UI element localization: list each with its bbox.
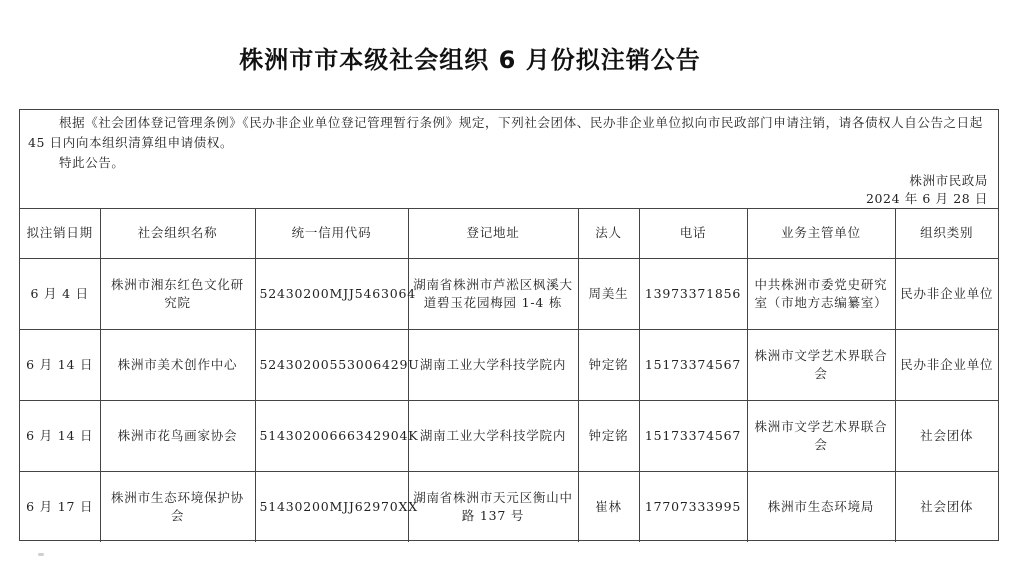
table-row	[20, 400, 998, 471]
cell-credit-code: 52430200553006429U	[255, 329, 408, 400]
notice-body-text: 根据《社会团体登记管理条例》《民办非企业单位登记管理暂行条例》规定，下列社会团体、民办非企业单位拟向市民政部门申请注销，请各债权人自公告之日起 45 日内向本组织清算组申请债权。	[28, 115, 983, 150]
table-row	[20, 329, 998, 400]
column-header-supervisor: 业务主管单位	[747, 208, 895, 258]
cell-phone: 15173374567	[639, 400, 747, 471]
cell-category: 民办非企业单位	[895, 258, 998, 329]
cell-credit-code: 52430200MJJ5463064	[255, 258, 408, 329]
table-row	[20, 471, 998, 542]
issue-date: 2024 年 6 月 28 日	[865, 191, 988, 206]
notice-closing-text: 特此公告。	[59, 155, 125, 170]
column-header-phone: 电话	[639, 208, 747, 258]
page-title: 株洲市市本级社会组织 6 月份拟注销公告	[239, 46, 701, 74]
cell-credit-code: 51430200666342904K	[255, 400, 408, 471]
cell-supervisor: 株洲市文学艺术界联合会	[747, 400, 895, 471]
scan-speck-decoration	[38, 553, 44, 556]
cell-address: 湖南省株洲市芦淞区枫溪大道碧玉花园梅园 1-4 栋	[408, 258, 578, 329]
table-header-row	[20, 208, 998, 258]
cell-legal-person: 钟定铭	[578, 329, 639, 400]
cell-address: 湖南工业大学科技学院内	[408, 400, 578, 471]
cell-date: 6 月 17 日	[20, 471, 100, 542]
cell-legal-person: 钟定铭	[578, 400, 639, 471]
cell-supervisor: 株洲市生态环境局	[747, 471, 895, 542]
column-header-credit-code: 统一信用代码	[255, 208, 408, 258]
cell-supervisor: 中共株洲市委党史研究室（市地方志编纂室）	[747, 258, 895, 329]
table-row	[20, 258, 998, 329]
notice-frame	[19, 109, 999, 541]
cell-org-name: 株洲市生态环境保护协会	[100, 471, 255, 542]
cell-category: 社会团体	[895, 400, 998, 471]
cell-legal-person: 周美生	[578, 258, 639, 329]
cell-address: 湖南省株洲市天元区衡山中路 137 号	[408, 471, 578, 542]
deregistration-table	[20, 208, 998, 542]
cell-credit-code: 51430200MJJ62970XX	[255, 471, 408, 542]
cell-phone: 13973371856	[639, 258, 747, 329]
cell-category: 社会团体	[895, 471, 998, 542]
cell-address: 湖南工业大学科技学院内	[408, 329, 578, 400]
signature-block	[866, 172, 988, 208]
cell-org-name: 株洲市美术创作中心	[100, 329, 255, 400]
issuer-name: 株洲市民政局	[909, 173, 988, 188]
column-header-address: 登记地址	[408, 208, 578, 258]
column-header-legal-person: 法人	[578, 208, 639, 258]
cell-category: 民办非企业单位	[895, 329, 998, 400]
column-header-date: 拟注销日期	[20, 208, 100, 258]
cell-org-name: 株洲市湘东红色文化研究院	[100, 258, 255, 329]
column-header-category: 组织类别	[895, 208, 998, 258]
column-header-name: 社会组织名称	[100, 208, 255, 258]
cell-legal-person: 崔林	[578, 471, 639, 542]
cell-phone: 15173374567	[639, 329, 747, 400]
cell-phone: 17707333995	[639, 471, 747, 542]
notice-section	[20, 110, 998, 209]
cell-date: 6 月 4 日	[20, 258, 100, 329]
cell-date: 6 月 14 日	[20, 400, 100, 471]
cell-supervisor: 株洲市文学艺术界联合会	[747, 329, 895, 400]
cell-date: 6 月 14 日	[20, 329, 100, 400]
cell-org-name: 株洲市花鸟画家协会	[100, 400, 255, 471]
